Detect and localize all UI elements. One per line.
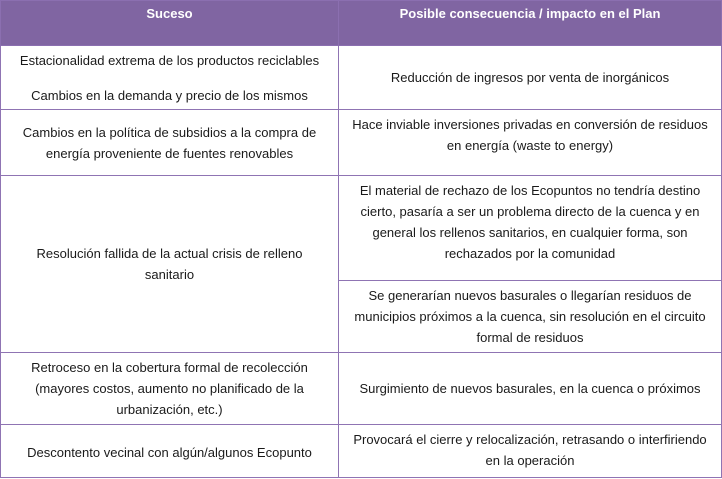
impact-cell: Hace inviable inversiones privadas en conversión de residuos en energía (waste to energy) — [339, 110, 722, 176]
table-row — [1, 353, 722, 425]
impact-cell: Reducción de ingresos por venta de inorgánicos — [339, 46, 722, 110]
table-row — [1, 46, 722, 110]
table-row — [1, 110, 722, 176]
header-event: Suceso — [1, 1, 339, 46]
event-cell: Retroceso en la cobertura formal de recolección (mayores costos, aumento no planificado de la urbanización, etc.) — [1, 353, 339, 425]
header-impact: Posible consecuencia / impacto en el Plan — [339, 1, 722, 46]
event-cell: Resolución fallida de la actual crisis de relleno sanitario — [1, 176, 339, 353]
impact-cell: Surgimiento de nuevos basurales, en la cuenca o próximos — [339, 353, 722, 425]
event-text-line1: Estacionalidad extrema de los productos reciclables — [19, 52, 320, 68]
event-cell: Descontento vecinal con algún/algunos Ecopunto — [1, 425, 339, 478]
impact-cell: Provocará el cierre y relocalización, retrasando o interfiriendo en la operación — [339, 425, 722, 478]
impact-cell: Se generarían nuevos basurales o llegarían residuos de municipios próximos a la cuenca, sin resolución en el circuito formal de residuos — [339, 281, 722, 353]
event-cell: Cambios en la política de subsidios a la compra de energía proveniente de fuentes renovables — [1, 110, 339, 176]
line-gap — [13, 71, 326, 85]
table-row — [1, 425, 722, 478]
header-row — [1, 1, 722, 46]
event-cell — [1, 46, 339, 110]
table-row — [1, 176, 722, 281]
event-text-line2: Cambios en la demanda y precio de los mismos — [31, 87, 308, 103]
impact-cell: El material de rechazo de los Ecopuntos no tendría destino cierto, pasaría a ser un problema directo de la cuenca y en general los rellenos sanitarios, en cualquier forma, son rechazados por la comunidad — [339, 176, 722, 281]
